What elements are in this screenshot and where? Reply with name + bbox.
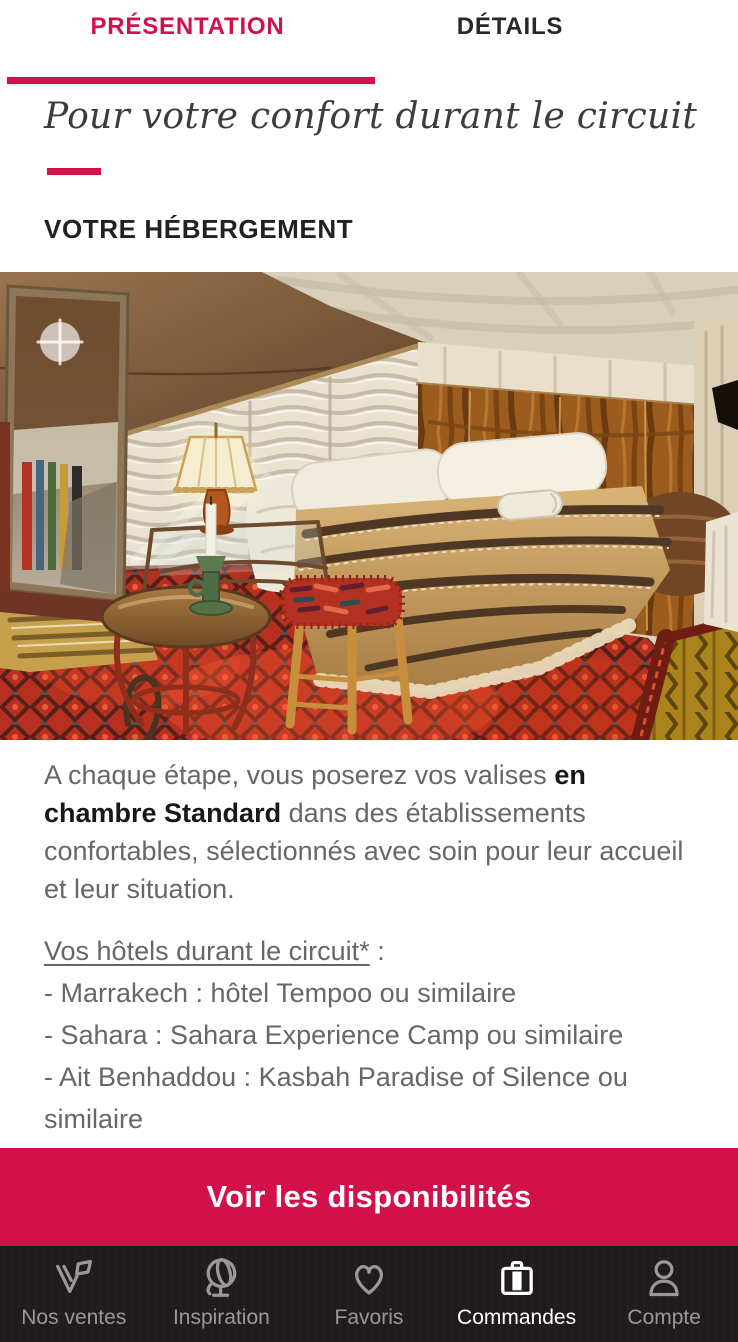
section-title: VOTRE HÉBERGEMENT bbox=[44, 214, 354, 244]
heart-icon bbox=[346, 1255, 392, 1301]
user-icon bbox=[641, 1255, 687, 1301]
nav-item-compte[interactable] bbox=[590, 1246, 738, 1342]
page-title: Pour votre confort durant le circuit bbox=[44, 96, 698, 137]
nav-item-commandes[interactable] bbox=[443, 1246, 591, 1342]
brand-v-icon bbox=[51, 1255, 97, 1301]
room-photo-illustration bbox=[0, 272, 738, 740]
hotel-list-item: - Marrakech : hôtel Tempoo ou similaire bbox=[44, 978, 517, 1008]
availability-button[interactable]: Voir les disponibilités bbox=[0, 1148, 738, 1246]
description-paragraph bbox=[44, 756, 716, 908]
hotel-items bbox=[44, 972, 716, 1140]
nav-label: Nos ventes bbox=[21, 1306, 127, 1329]
nav-label: Compte bbox=[627, 1306, 701, 1329]
globe-icon bbox=[198, 1255, 244, 1301]
paragraph-line: A chaque étape, vous poserez vos valises en bbox=[44, 760, 586, 790]
hotel-list-item: - Sahara : Sahara Experience Camp ou similaire bbox=[44, 1020, 624, 1050]
nav-item-favoris[interactable] bbox=[295, 1246, 443, 1342]
nav-label: Favoris bbox=[334, 1306, 404, 1329]
tab-bar bbox=[0, 0, 738, 86]
hotel-list bbox=[44, 930, 716, 1140]
paragraph-line: confortables, sélectionnés avec soin pour leur accueil bbox=[44, 836, 684, 866]
nav-label: Inspiration bbox=[172, 1306, 270, 1329]
suitcase-icon bbox=[494, 1255, 540, 1301]
paragraph-line: chambre Standard dans des établissements bbox=[44, 798, 586, 828]
room-photo bbox=[0, 272, 738, 740]
hotel-list-lead bbox=[44, 930, 716, 972]
paragraph-line: et leur situation. bbox=[44, 874, 235, 904]
tab-presentation[interactable]: PRÉSENTATION bbox=[90, 13, 285, 40]
nav-item-inspiration[interactable] bbox=[148, 1246, 296, 1342]
hotel-list-lead-underline: Vos hôtels durant le circuit* bbox=[44, 936, 370, 966]
title-accent-dash bbox=[47, 168, 101, 175]
nav-item-nos-ventes[interactable] bbox=[0, 1246, 148, 1342]
bottom-navbar bbox=[0, 1246, 738, 1342]
tab-details[interactable]: DÉTAILS bbox=[456, 13, 564, 40]
nav-label: Commandes bbox=[457, 1306, 577, 1329]
active-tab-indicator bbox=[7, 77, 375, 84]
hotel-list-item: - Ait Benhaddou : Kasbah Paradise of Silence ou similaire bbox=[44, 1062, 628, 1134]
hotel-list-lead-colon: : bbox=[369, 936, 385, 966]
